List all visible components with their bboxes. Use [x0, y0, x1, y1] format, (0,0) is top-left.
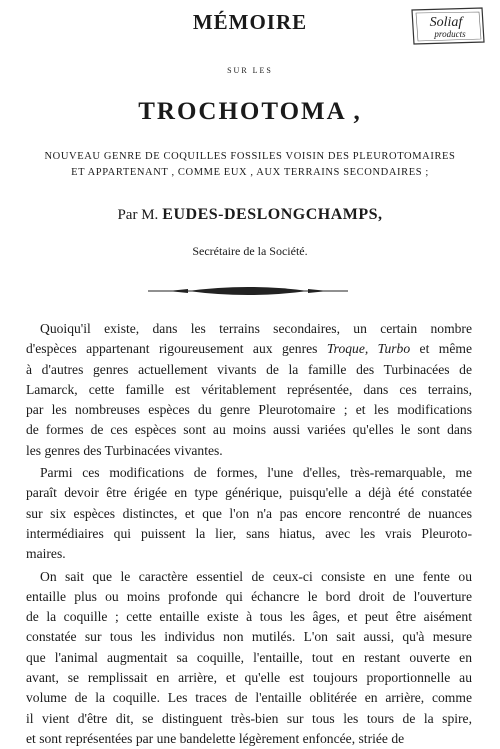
logo-text-bottom: products: [434, 29, 466, 39]
paragraph-2: [26, 463, 472, 564]
ornament-divider: [148, 284, 348, 298]
text-line: et sont représentées par une bandelette légèrement enfoncée, striée de: [26, 730, 405, 746]
heading-sur-les: SUR LES: [227, 66, 273, 75]
subtitle-line-1: NOUVEAU GENRE DE COQUILLES FOSSILES VOISIN DES PLEUROTOMAIRES: [44, 151, 456, 162]
text-line: paraît devoir être érigée en type générique, puisqu'elle a déjà été constatée: [26, 485, 472, 501]
body-text: [26, 319, 472, 749]
text-line: maires.: [26, 546, 66, 562]
text-line: entaille plus ou moins profonde qui échancre le bord droit de l'ouverture: [26, 588, 472, 604]
logo-text-top: Soliaf: [429, 15, 463, 30]
text-line: d'espèces appartenant rigoureusement aux genres Troque, Turbo et même: [26, 341, 472, 357]
text-line: Parmi ces modifications de formes, l'une d'elles, très-remarquable, me: [40, 465, 472, 481]
author-prefix: Par M.: [117, 207, 159, 223]
text-line: les genres des Turbinacées vivantes.: [26, 442, 223, 458]
heading-memoire: MÉMOIRE: [192, 10, 308, 34]
text-line: volume de la coquille. Les traces de l'entaille oblitérée en arrière, comme: [26, 690, 472, 706]
author-line: [0, 206, 500, 224]
heading-trochotoma: TROCHOTOMA ,: [138, 98, 362, 125]
text-line: intermédiaires qui puissent la lier, sans hiatus, avec les vrais Pleuroto-: [26, 525, 472, 541]
author-role: Secrétaire de la Société.: [192, 244, 308, 258]
text-line: il vient d'être dit, se distinguent très-bien sur tous les tours de la spire,: [26, 710, 472, 726]
text-line: que l'animal augmentait sa coquille, l'entaille, tout en restant ouverte en: [26, 649, 472, 665]
text-line: Lamarck, cette famille est véritablement représentée, dans ces terrains,: [26, 381, 472, 397]
text-line: Quoiqu'il existe, dans les terrains secondaires, un certain nombre: [40, 321, 472, 336]
author-name: EUDES-DESLONGCHAMPS,: [162, 206, 383, 223]
text-line: de la coquille ; cette entaille existe à tous les âges, et peut être aisément: [26, 609, 472, 625]
subtitle-line-2: ET APPARTENANT , COMME EUX , AUX TERRAINS SECONDAIRES ;: [71, 167, 429, 178]
paragraph-1: [26, 319, 472, 461]
text-line: à d'autres genres actuellement vivants de la famille des Turbinacées de: [26, 361, 472, 377]
text-line: On sait que le caractère essentiel de ceux-ci consiste en une fente ou: [40, 568, 472, 584]
text-line: par les nombreuses espèces du genre Pleurotomaire ; et les modifications: [26, 402, 472, 418]
text-line: avant, se remplissait en arrière, et qu'elle est toujours proportionnelle au: [26, 670, 472, 686]
paragraph-3: [26, 567, 472, 749]
text-line: constatée sur tous les individus non mutilés. L'on sait aussi, qu'à mesure: [26, 629, 472, 645]
text-line: de formes de ces espèces sont au moins aussi variées qu'elles le sont dans: [26, 422, 472, 438]
text-line: sur six espèces distinctes, et que l'on n'a pas encore rencontré de nuances: [26, 505, 472, 521]
